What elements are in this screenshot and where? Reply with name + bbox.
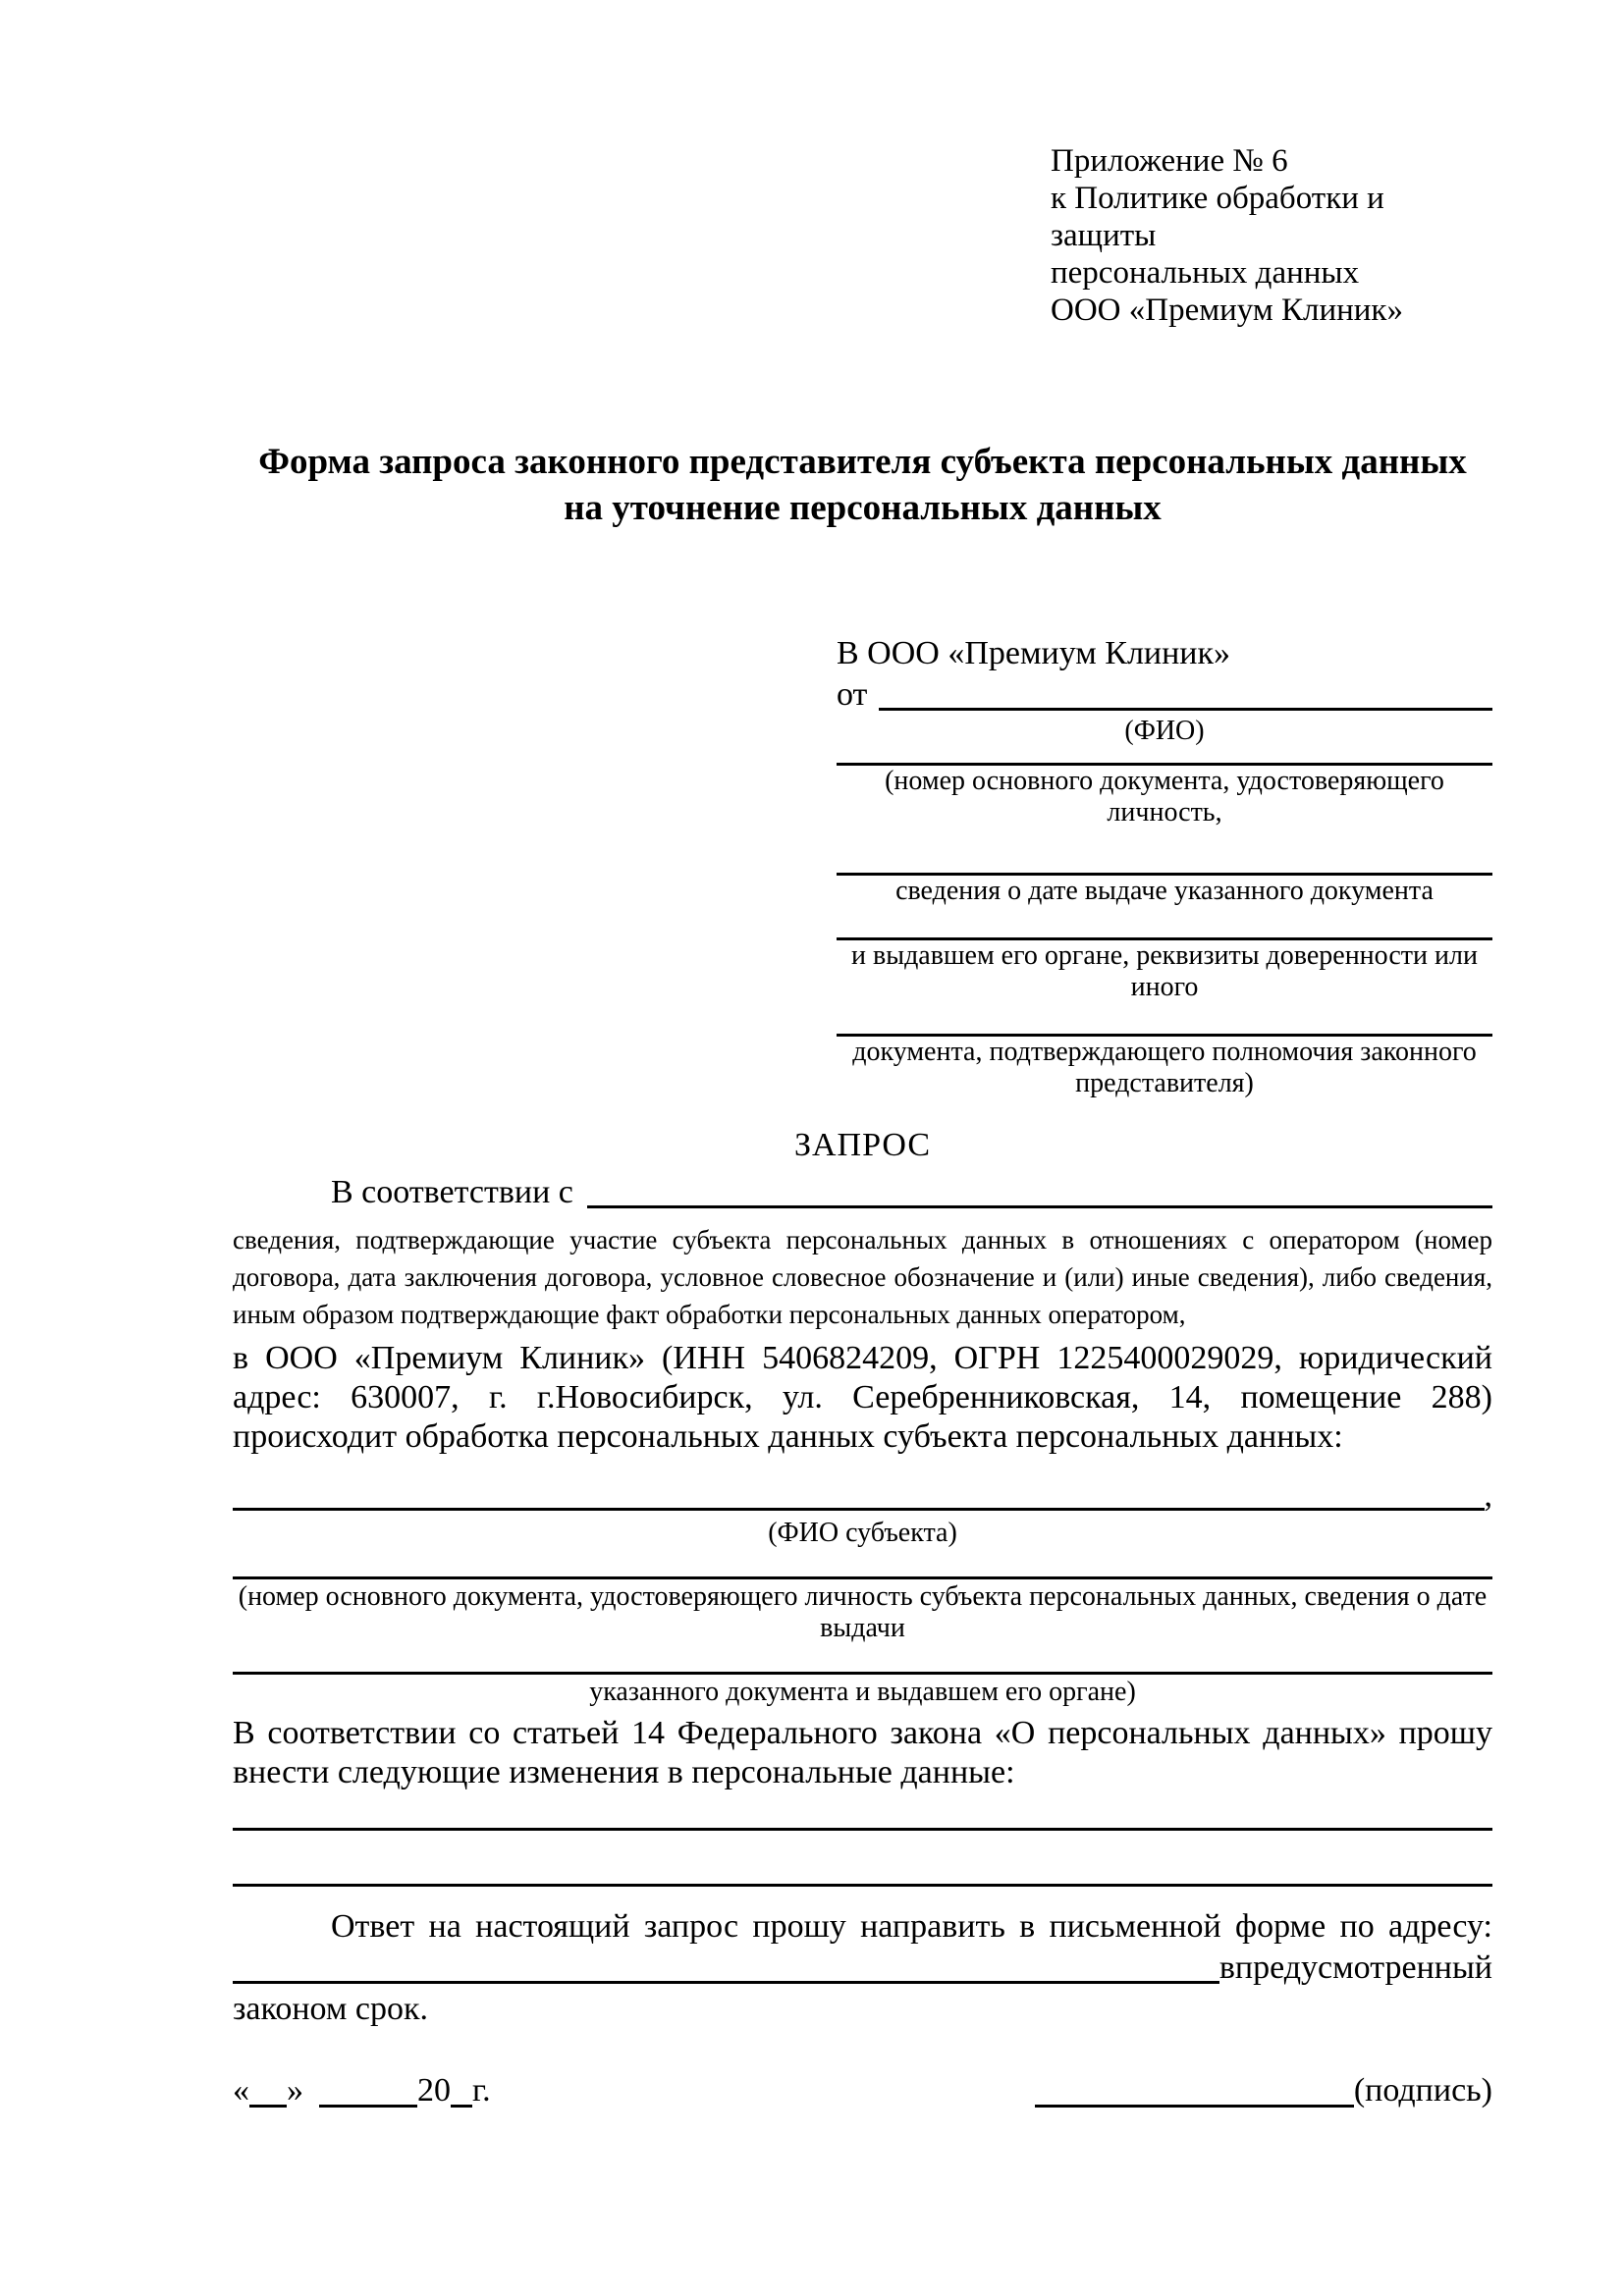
subject-fio-row: [233, 1476, 1492, 1516]
trailing-comma: ,: [1484, 1477, 1492, 1514]
document-title-line2: на уточнение персональных данных: [564, 488, 1162, 528]
representative-document-caption-3: и выдавшем его органе, реквизиты доверенности или иного: [851, 940, 1478, 1002]
date-day-blank[interactable]: [249, 2071, 287, 2108]
document-title-line1: Форма запроса законного представителя субъекта персональных данных: [258, 442, 1467, 482]
organization-name: ООО «Премиум Клиник»: [1051, 293, 1403, 328]
representative-document-caption-2: сведения о дате выдаче указанного документа: [895, 876, 1434, 906]
changes-blank-2[interactable]: [233, 1884, 1492, 1887]
date-quote-open: «: [233, 2072, 249, 2109]
policy-reference-line1: к Политике обработки и защиты: [1051, 181, 1384, 253]
from-label: от: [837, 676, 868, 713]
request-heading: ЗАПРОС: [793, 1127, 932, 1163]
answer-tail-word2: предусмотренный: [1234, 1949, 1492, 1986]
accordance-row: [233, 1172, 1492, 1213]
representative-document-caption-1: (номер основного документа, удостоверяющего личность,: [885, 766, 1444, 828]
signature-caption: (подпись): [1353, 2072, 1492, 2109]
signature-blank[interactable]: [1035, 2071, 1354, 2108]
fio-caption: (ФИО): [1124, 716, 1205, 746]
policy-reference-line2: персональных данных: [1051, 255, 1360, 291]
accordance-label: В соответствии с: [331, 1174, 573, 1210]
representative-name-blank[interactable]: [879, 674, 1492, 711]
answer-address-row: [233, 1948, 1492, 1989]
date-signature-row: [233, 2069, 1492, 2112]
date-part: [233, 2069, 491, 2112]
subject-document-blank-1[interactable]: [233, 1576, 1492, 1579]
accordance-note: сведения, подтверждающие участие субъекта персональных данных в отношениях с оператором (номер договора, дата заключения договора, условное словесное обозначение и (или) иные сведения), либо сведения, иным образом подтверждающие факт обработки персональных данных оператором,: [233, 1225, 1492, 1329]
appendix-header: [1051, 142, 1492, 329]
date-quote-close: »: [287, 2072, 303, 2109]
changes-blank-1[interactable]: [233, 1828, 1492, 1831]
answer-address-blank[interactable]: [233, 1981, 1219, 1984]
article-paragraph: В соответствии со статьей 14 Федерального закона «О персональных данных» прошу внести следующие изменения в персональные данные:: [233, 1715, 1492, 1790]
answer-tail-end: законом срок.: [233, 1991, 428, 2027]
signature-part: [1035, 2069, 1492, 2112]
date-year-blank[interactable]: [451, 2071, 472, 2108]
document-content: [233, 142, 1492, 2112]
answer-tail-word1: в: [1218, 1949, 1235, 1986]
addressee-block: [837, 633, 1492, 1099]
date-year-suffix: г.: [472, 2072, 491, 2109]
answer-paragraph: Ответ на настоящий запрос прошу направить в письменной форме по адресу:: [331, 1908, 1492, 1945]
subject-document-blank-2[interactable]: [233, 1672, 1492, 1675]
operator-paragraph: в ООО «Премиум Клиник» (ИНН 5406824209, ОГРН 1225400029029, юридический адрес: 630007, г. г.Новосибирск, ул. Серебренниковская, 14, помещение 288) происходит обработка персональных данных субъекта персональных данных:: [233, 1340, 1492, 1455]
document-title: [233, 439, 1492, 531]
subject-document-caption-2: указанного документа и выдавшем его органе): [589, 1677, 1136, 1707]
representative-document-caption-4: документа, подтверждающего полномочия законного представителя): [852, 1037, 1477, 1098]
date-year-prefix: 20: [417, 2072, 451, 2109]
addressee-organization: В ООО «Премиум Клиник»: [837, 635, 1231, 671]
subject-fio-caption: (ФИО субъекта): [768, 1518, 957, 1548]
subject-fio-blank[interactable]: [233, 1476, 1485, 1511]
date-month-blank[interactable]: [319, 2071, 417, 2108]
accordance-basis-blank[interactable]: [587, 1172, 1492, 1208]
appendix-number: Приложение № 6: [1051, 143, 1288, 179]
subject-document-caption-1: (номер основного документа, удостоверяющего личность субъекта персональных данных, сведения о дате выдачи: [238, 1581, 1488, 1643]
